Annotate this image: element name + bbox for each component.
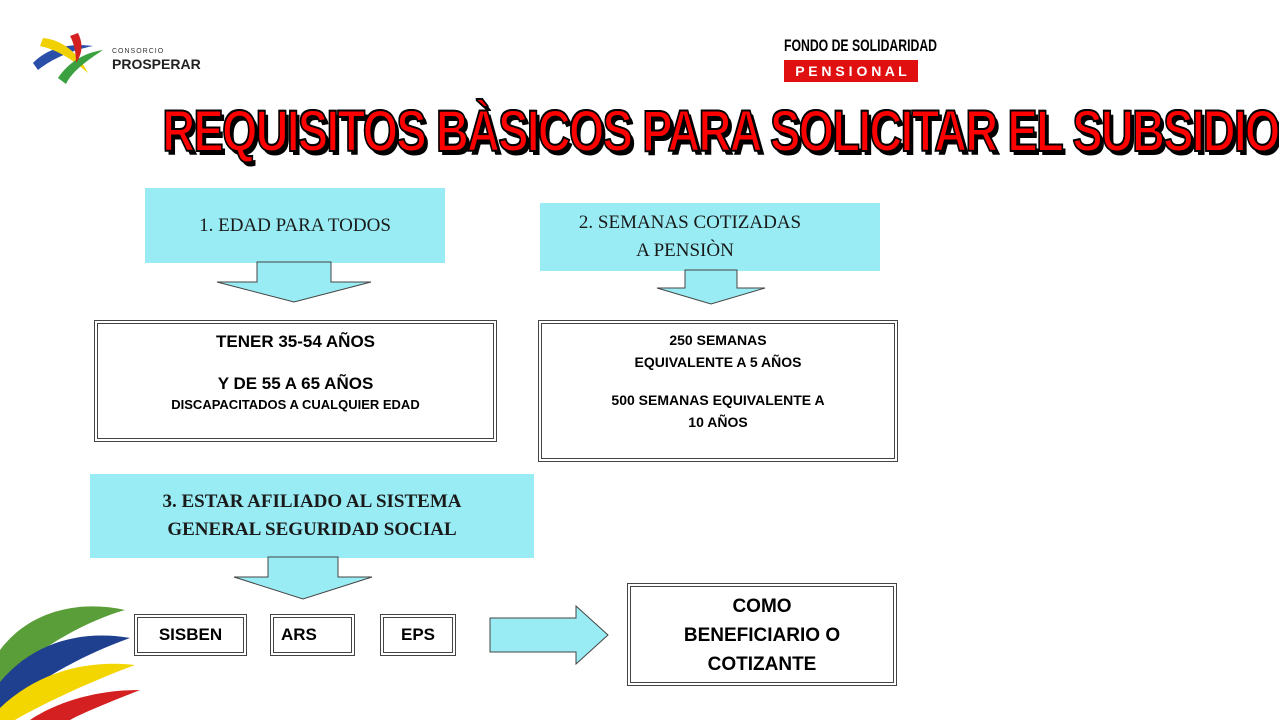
req2-heading-line2: A PENSIÒN [636, 240, 734, 261]
req3-arrow [232, 557, 376, 601]
req1-detail-box [94, 320, 497, 442]
req3-heading-line2: GENERAL SEGURIDAD SOCIAL [167, 519, 457, 540]
option-ars-label: ARS [281, 625, 317, 644]
logo-prosperar-text: PROSPERAR [112, 56, 201, 72]
option-eps [380, 614, 456, 656]
req2-heading-line1: 2. SEMANAS COTIZADAS [578, 212, 802, 233]
logo-consorcio-text: CONSORCIO [112, 48, 165, 55]
req1-line1: TENER 35-54 AÑOS [215, 332, 376, 351]
result-line3: COTIZANTE [707, 654, 817, 675]
req1-line2: Y DE 55 A 65 AÑOS [217, 374, 374, 393]
option-eps-label: EPS [400, 625, 436, 644]
req3-heading-line1: 3. ESTAR AFILIADO AL SISTEMA [162, 491, 462, 512]
result-line1: COMO [732, 596, 792, 617]
result-arrow [488, 604, 612, 666]
option-sisben [134, 614, 247, 656]
req2-detail-box [538, 320, 898, 462]
req2-line1: 250 SEMANAS [669, 332, 767, 348]
page-title: REQUISITOS BÀSICOS PARA SOLICITAR EL SUBSIDIO [162, 99, 1279, 164]
req1-line3: DISCAPACITADOS A CUALQUIER EDAD [171, 397, 420, 412]
req1-heading-box [145, 188, 445, 263]
req1-arrow [215, 262, 375, 304]
req2-line2: EQUIVALENTE A 5 AÑOS [634, 354, 802, 370]
req2-arrow [655, 270, 767, 306]
req2-line3: 500 SEMANAS EQUIVALENTE A [611, 392, 825, 408]
req1-heading: 1. EDAD PARA TODOS [199, 214, 391, 236]
decorative-swoosh [0, 590, 140, 720]
option-sisben-label: SISBEN [158, 625, 223, 644]
prosperar-logo-icon [28, 28, 108, 88]
req3-heading-box [90, 474, 534, 558]
result-box [627, 583, 897, 686]
fondo-logo-top: FONDO DE SOLIDARIDAD [784, 36, 937, 55]
result-line2: BENEFICIARIO O [683, 625, 841, 646]
req2-line4: 10 AÑOS [688, 414, 748, 430]
option-ars [270, 614, 355, 656]
req2-heading-box [540, 203, 880, 271]
fondo-logo-bottom: P E N S I O N A L [784, 60, 918, 82]
